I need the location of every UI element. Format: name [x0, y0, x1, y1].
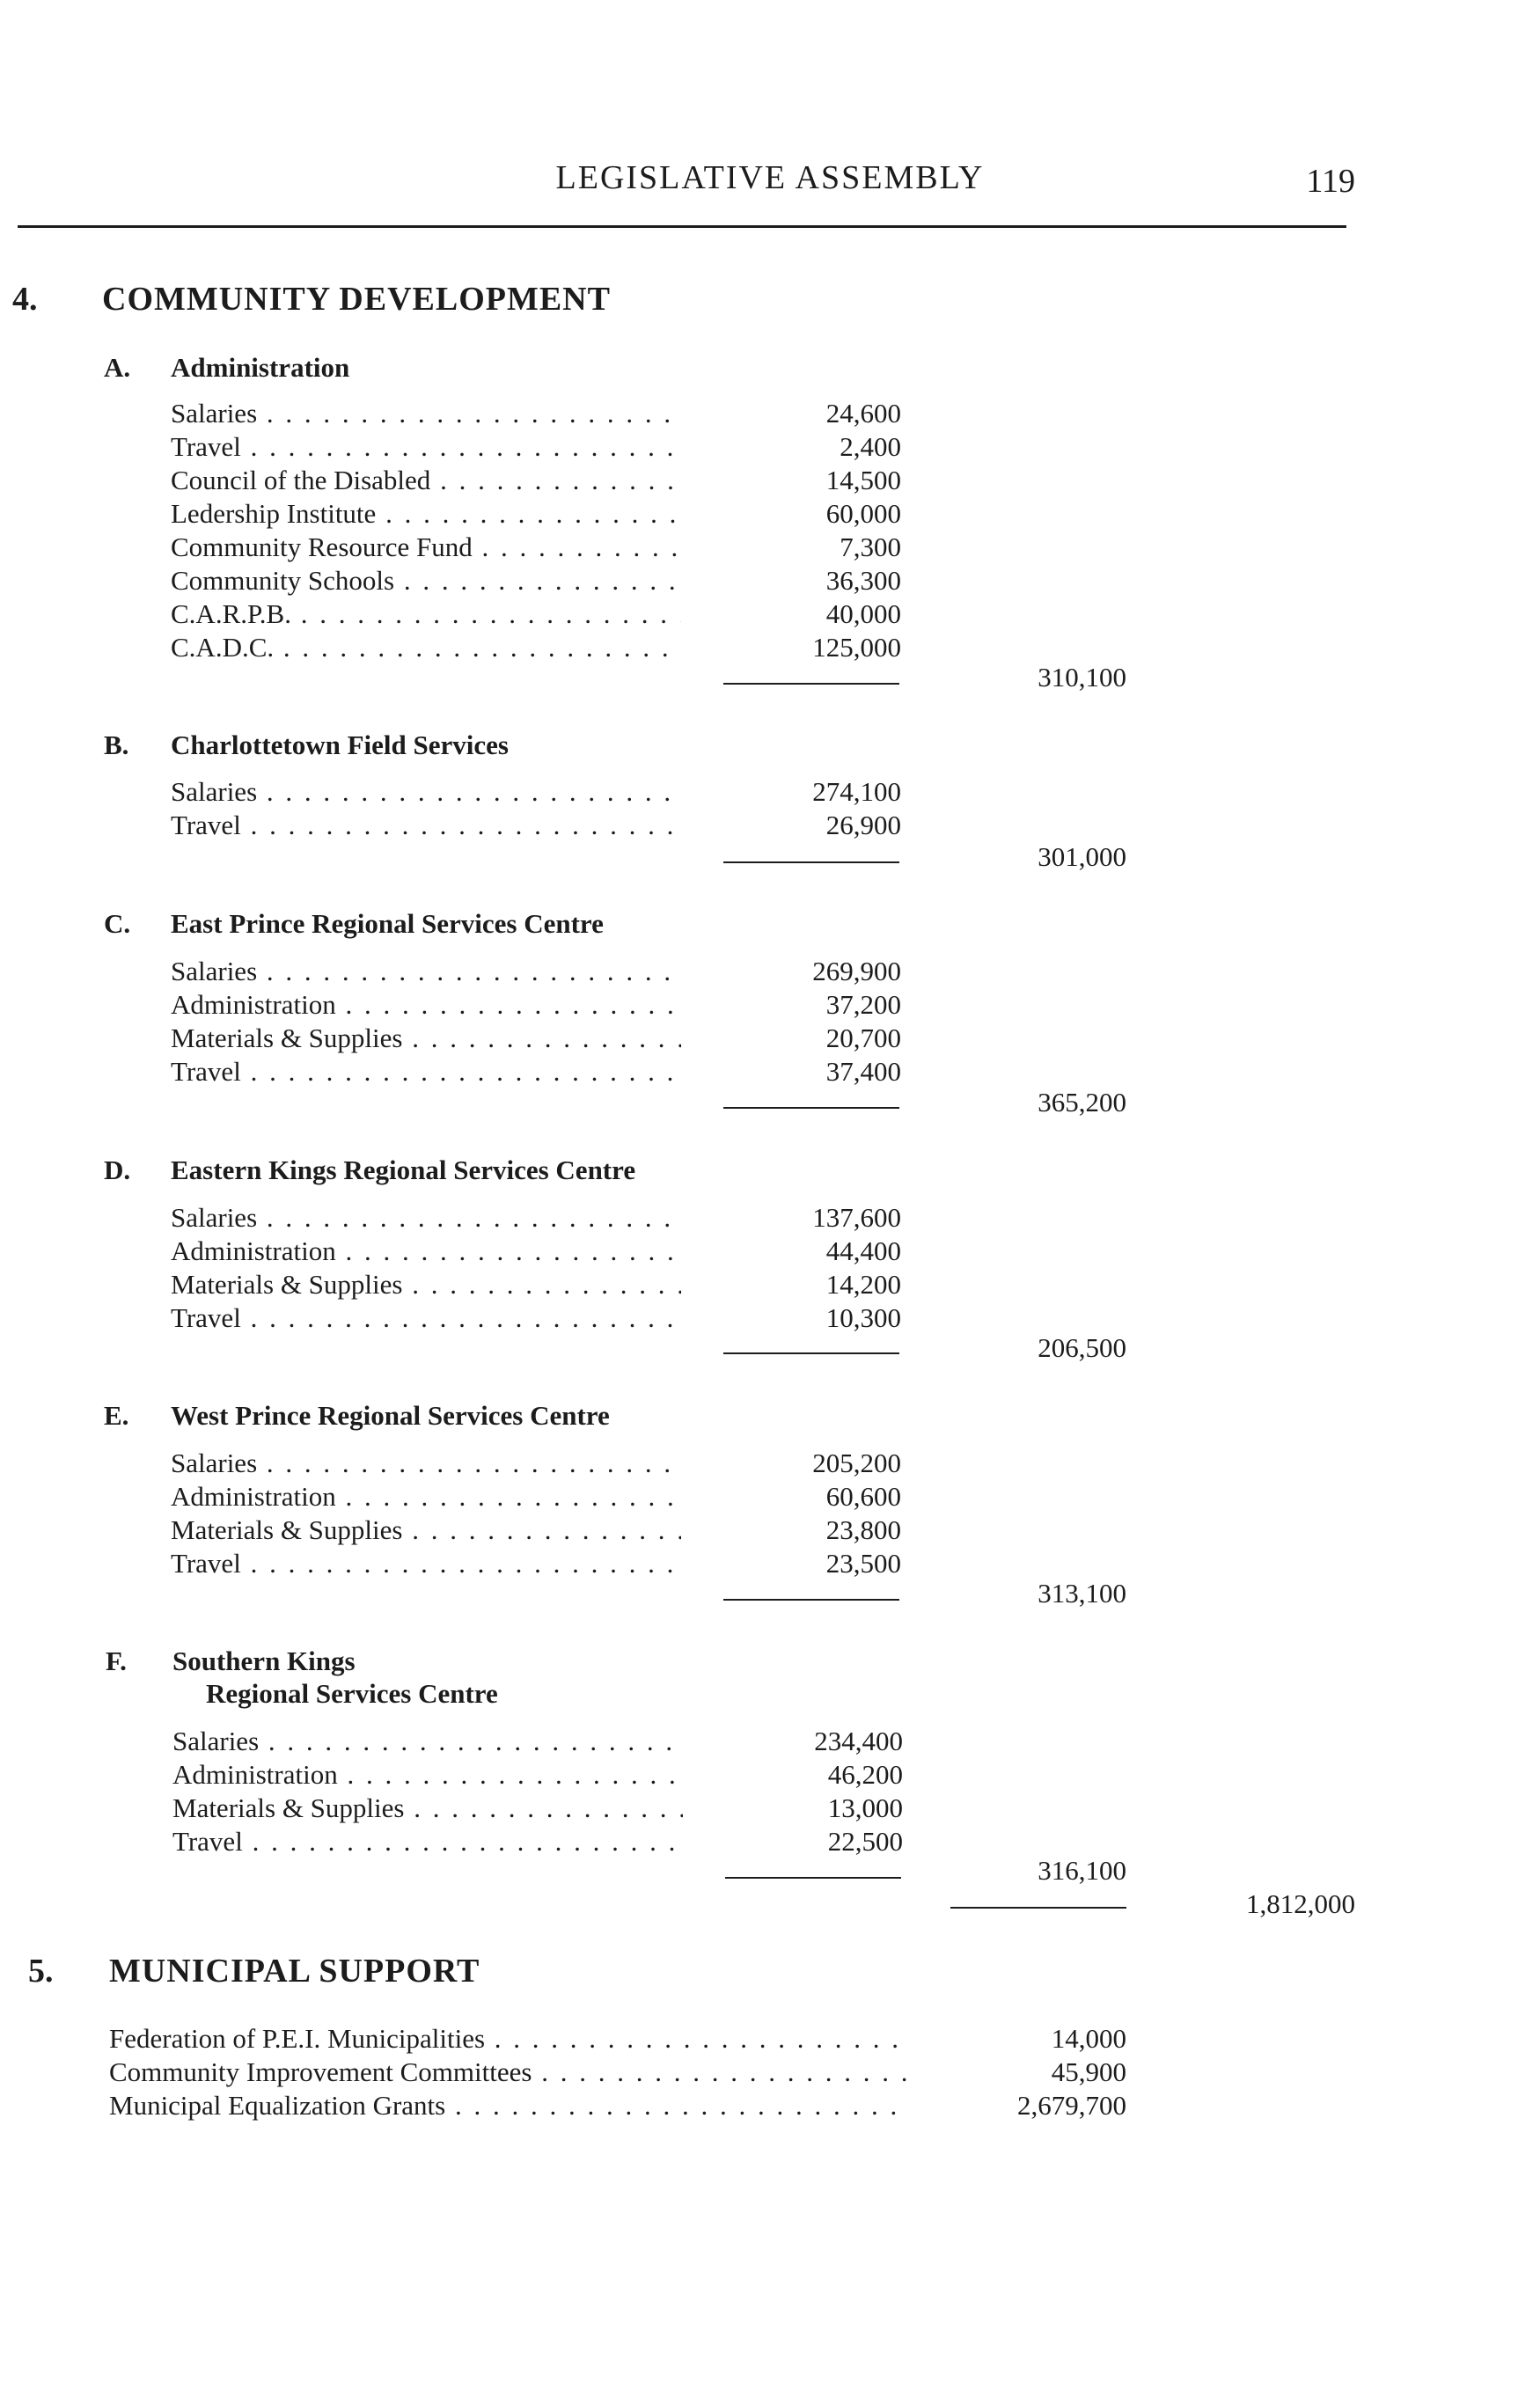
- line-item: [171, 430, 901, 464]
- line-item: [171, 1201, 901, 1235]
- line-item-value: 274,100: [812, 776, 901, 807]
- line-item: [171, 397, 901, 430]
- line-item-label: Salaries . . .: [171, 775, 681, 809]
- line-item-label: C.A.D.C. . . .: [171, 631, 681, 664]
- line-item: [172, 1792, 903, 1825]
- line-item: [171, 1055, 901, 1088]
- subsection-letter: B.: [104, 729, 129, 760]
- subtotal-rule: [723, 1107, 899, 1109]
- line-item-label: Materials & Supplies . . .: [171, 1022, 681, 1055]
- line-item-value: 24,600: [825, 398, 901, 429]
- line-item-value: 22,500: [827, 1826, 903, 1857]
- line-item-label: Community Schools . . .: [171, 564, 681, 597]
- line-item-value: 23,500: [825, 1548, 901, 1579]
- line-item-label: Administration . . .: [172, 1758, 683, 1792]
- line-item: [171, 564, 901, 597]
- grand-total-rule: [950, 1907, 1126, 1909]
- line-item-value: 14,500: [825, 465, 901, 495]
- line-item-value: 234,400: [814, 1726, 903, 1756]
- line-item: [172, 1825, 903, 1858]
- line-item-value: 46,200: [827, 1759, 903, 1790]
- line-item-value: 269,900: [812, 956, 901, 986]
- subsection-total: 301,000: [1038, 841, 1126, 872]
- subsection-letter: D.: [104, 1154, 131, 1185]
- page-number: 119: [1306, 163, 1355, 200]
- line-item-value: 125,000: [812, 632, 901, 663]
- line-item-label: Council of the Disabled . . .: [171, 464, 681, 497]
- line-item: [171, 809, 901, 842]
- line-item-value: 2,400: [840, 431, 901, 462]
- line-item: [109, 2089, 1130, 2122]
- line-item: [171, 1022, 901, 1055]
- line-item-label: Federation of P.E.I. Municipalities . . .: [109, 2022, 910, 2056]
- line-item-value: 13,000: [827, 1792, 903, 1823]
- subsection-title: Charlottetown Field Services: [171, 729, 509, 760]
- line-item-value: 44,400: [825, 1235, 901, 1266]
- line-item-label: Salaries . . .: [171, 397, 681, 430]
- subsection-total: 206,500: [1038, 1332, 1126, 1363]
- line-item-value: 37,400: [825, 1056, 901, 1087]
- line-item-label: Materials & Supplies . . .: [172, 1792, 683, 1825]
- subtotal-rule: [723, 1599, 899, 1601]
- subsection-total: 316,100: [1038, 1855, 1126, 1886]
- line-item-value: 14,000: [1051, 2023, 1126, 2054]
- line-item: [172, 1758, 903, 1792]
- line-item: [171, 1268, 901, 1301]
- subsection-letter: F.: [106, 1645, 127, 1676]
- line-item-label: Municipal Equalization Grants . . .: [109, 2089, 910, 2122]
- line-item-label: Materials & Supplies . . .: [171, 1268, 681, 1301]
- line-item-label: Administration . . .: [171, 988, 681, 1022]
- subsection-title-line2: Regional Services Centre: [206, 1678, 498, 1709]
- line-item-value: 23,800: [825, 1514, 901, 1545]
- line-item-value: 45,900: [1051, 2056, 1126, 2087]
- line-item-value: 60,600: [825, 1481, 901, 1512]
- line-item: [171, 1547, 901, 1580]
- line-item-value: 60,000: [825, 498, 901, 529]
- line-item-label: Salaries . . .: [172, 1725, 683, 1758]
- line-item: [171, 775, 901, 809]
- subsection-total: 365,200: [1038, 1087, 1126, 1118]
- section-4-number: 4.: [12, 281, 38, 318]
- line-item-label: Travel . . .: [171, 1301, 681, 1335]
- subsection-total: 310,100: [1038, 662, 1126, 693]
- header-rule: [18, 225, 1346, 228]
- subsection-total: 313,100: [1038, 1578, 1126, 1609]
- line-item-value: 10,300: [825, 1302, 901, 1333]
- subtotal-rule: [723, 861, 899, 863]
- section-4-grand-total: 1,812,000: [1246, 1888, 1355, 1919]
- subsection-title: West Prince Regional Services Centre: [171, 1400, 610, 1431]
- line-item-label: Administration . . .: [171, 1480, 681, 1513]
- subsection-letter: C.: [104, 908, 131, 939]
- line-item-label: Administration . . .: [171, 1235, 681, 1268]
- subtotal-rule: [723, 1352, 899, 1354]
- subtotal-rule: [725, 1877, 901, 1879]
- line-item: [171, 988, 901, 1022]
- section-5-title: MUNICIPAL SUPPORT: [109, 1953, 480, 1990]
- line-item: [171, 1447, 901, 1480]
- line-item: [171, 1235, 901, 1268]
- line-item-label: Travel . . .: [171, 809, 681, 842]
- line-item: [171, 955, 901, 988]
- line-item-value: 40,000: [825, 598, 901, 629]
- line-item-value: 20,700: [825, 1022, 901, 1053]
- line-item: [171, 597, 901, 631]
- line-item-label: Community Improvement Committees . . .: [109, 2056, 910, 2089]
- line-item: [109, 2022, 1130, 2056]
- page-header-title: LEGISLATIVE ASSEMBLY: [555, 159, 985, 196]
- line-item-value: 7,300: [840, 531, 901, 562]
- line-item-label: Salaries . . .: [171, 1447, 681, 1480]
- line-item-value: 36,300: [825, 565, 901, 596]
- line-item-label: Travel . . .: [171, 430, 681, 464]
- line-item-label: Travel . . .: [172, 1825, 683, 1858]
- line-item: [109, 2056, 1130, 2089]
- subtotal-rule: [723, 683, 899, 685]
- line-item: [171, 497, 901, 531]
- section-5-number: 5.: [28, 1953, 54, 1990]
- line-item-label: Materials & Supplies . . .: [171, 1513, 681, 1547]
- subsection-letter: E.: [104, 1400, 129, 1431]
- line-item: [172, 1725, 903, 1758]
- line-item-value: 2,679,700: [1017, 2090, 1126, 2121]
- line-item-label: Travel . . .: [171, 1547, 681, 1580]
- subsection-letter: A.: [104, 352, 131, 383]
- line-item: [171, 1301, 901, 1335]
- line-item-value: 26,900: [825, 810, 901, 840]
- line-item: [171, 1513, 901, 1547]
- line-item-value: 14,200: [825, 1269, 901, 1300]
- line-item-label: Salaries . . .: [171, 1201, 681, 1235]
- section-4-title: COMMUNITY DEVELOPMENT: [102, 281, 611, 318]
- line-item: [171, 464, 901, 497]
- line-item-label: Community Resource Fund . . .: [171, 531, 681, 564]
- subsection-title: Southern Kings: [172, 1645, 356, 1676]
- line-item-label: C.A.R.P.B. . . .: [171, 597, 681, 631]
- subsection-title: Administration: [171, 352, 350, 383]
- subsection-title: Eastern Kings Regional Services Centre: [171, 1154, 636, 1185]
- line-item-label: Salaries . . .: [171, 955, 681, 988]
- subsection-title: East Prince Regional Services Centre: [171, 908, 604, 939]
- line-item: [171, 531, 901, 564]
- line-item-value: 137,600: [812, 1202, 901, 1233]
- line-item-label: Travel . . .: [171, 1055, 681, 1088]
- line-item-value: 37,200: [825, 989, 901, 1020]
- line-item: [171, 1480, 901, 1513]
- line-item-value: 205,200: [812, 1448, 901, 1478]
- line-item-label: Ledership Institute . . .: [171, 497, 681, 531]
- line-item: [171, 631, 901, 664]
